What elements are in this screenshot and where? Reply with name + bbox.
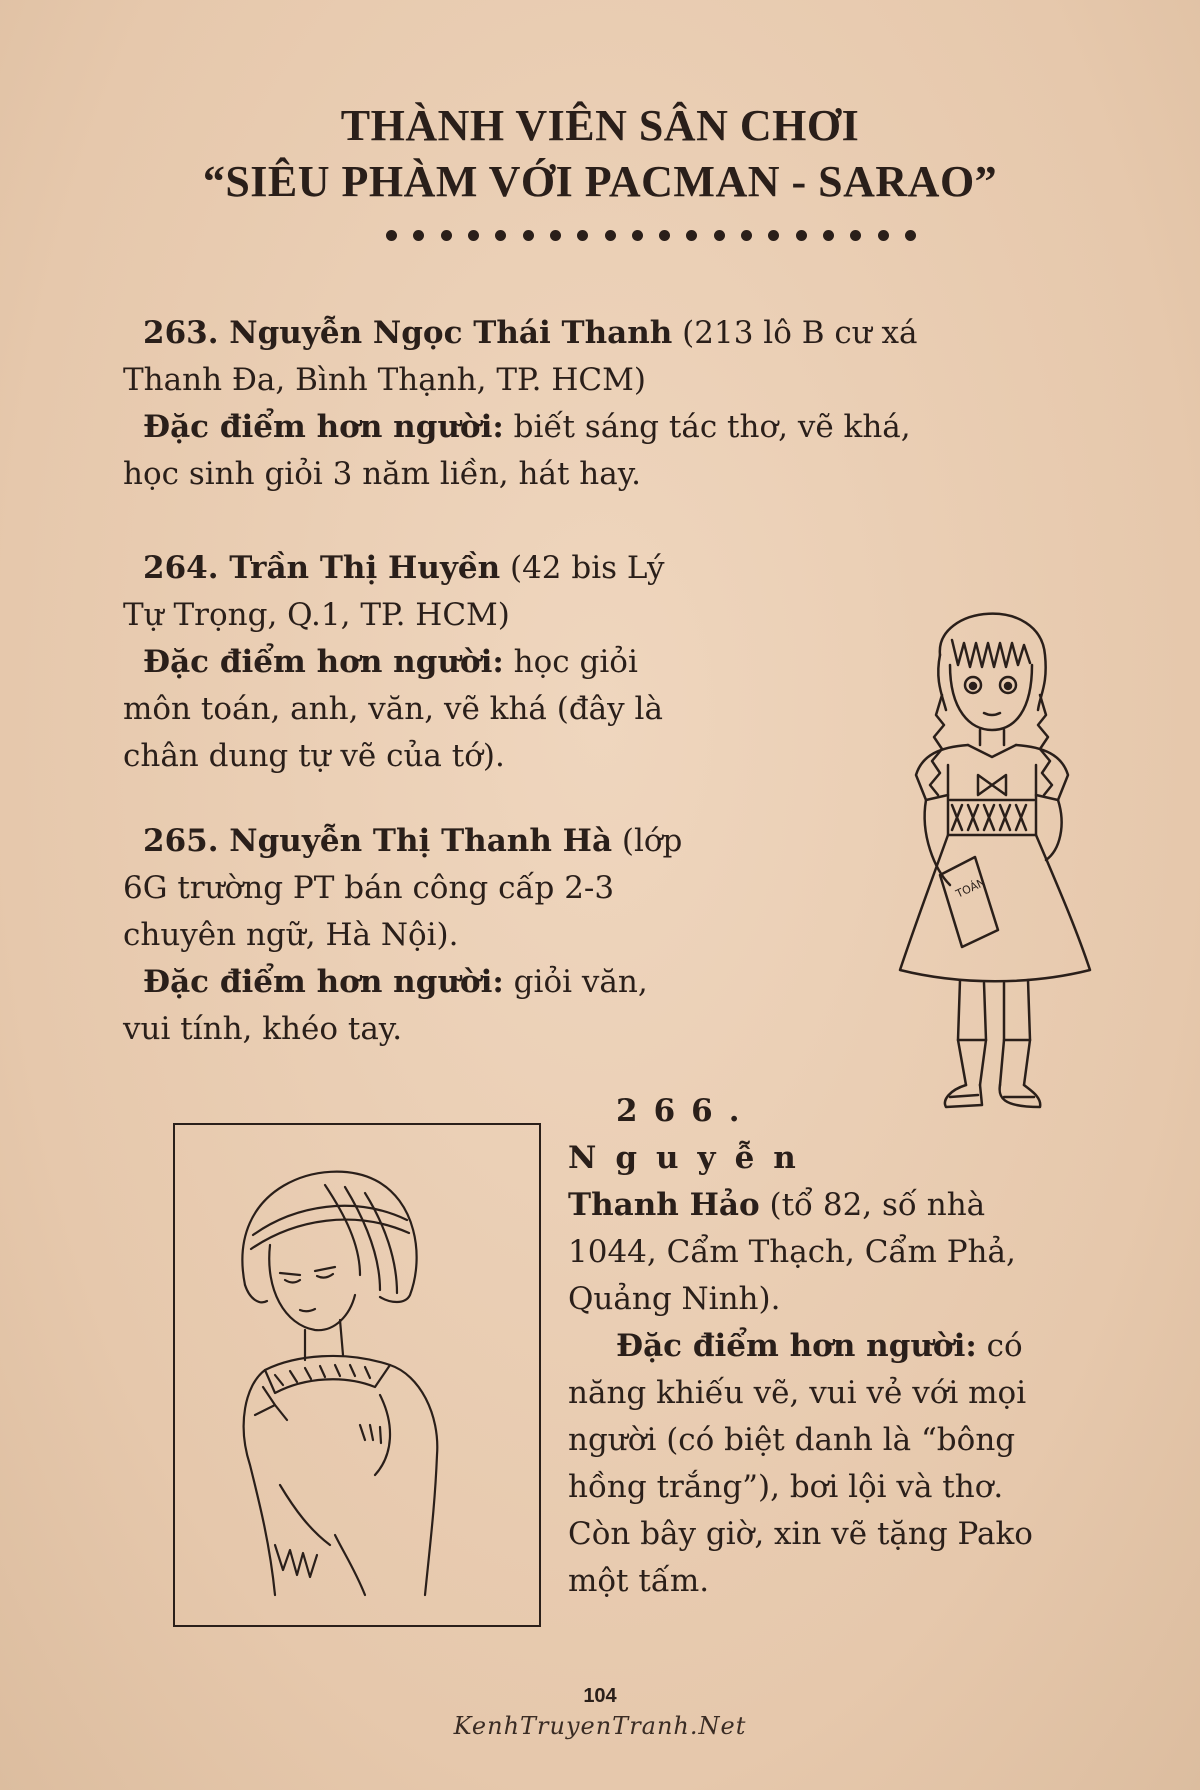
entry-heading: [143, 818, 823, 865]
entry-feature: [143, 404, 1119, 451]
girl-portrait-illustration: [175, 1125, 539, 1625]
divider-dot: [768, 230, 779, 241]
page-number: 104: [583, 1685, 617, 1707]
divider-dot: [468, 230, 479, 241]
divider-dot: [577, 230, 588, 241]
member-entry-266: [568, 1088, 1123, 1605]
divider-dot: [550, 230, 561, 241]
entry-number-name: 264. Trần Thị Huyền: [143, 550, 501, 586]
page-title-line2: “SIÊU PHÀM VỚI PACMAN - SARAO”: [202, 157, 998, 206]
entry-feature: [143, 639, 828, 686]
divider-dot: [441, 230, 452, 241]
member-entry-265: [123, 818, 823, 1053]
divider-dot: [850, 230, 861, 241]
entry-address: (tổ 82, số nhà: [759, 1187, 986, 1223]
divider-dot: [686, 230, 697, 241]
feature-text: học giỏi: [503, 644, 638, 680]
feature-text-line: Còn bây giờ, xin vẽ tặng Pako: [568, 1516, 1033, 1552]
entry-address-line: chuyên ngữ, Hà Nội).: [123, 917, 459, 953]
divider-dot: [413, 230, 424, 241]
entry-name: Nguyễn: [568, 1140, 815, 1176]
feature-text: giỏi văn,: [503, 964, 648, 1000]
feature-text: biết sáng tác thơ, vẽ khá,: [503, 409, 911, 445]
feature-label: Đặc điểm hơn người:: [616, 1328, 977, 1364]
entry-address-line: 6G trường PT bán công cấp 2-3: [123, 870, 615, 906]
portrait-frame: [173, 1123, 541, 1627]
feature-text: có: [976, 1328, 1023, 1364]
entry-number-name: 265. Nguyễn Thị Thanh Hà: [143, 823, 613, 859]
entry-address-line: Quảng Ninh).: [568, 1281, 781, 1317]
entry-address-line: 1044, Cẩm Thạch, Cẩm Phả,: [568, 1234, 1016, 1270]
feature-text-line: một tấm.: [568, 1563, 710, 1599]
entry-address: (42 bis Lý: [500, 550, 665, 586]
entry-address-line: Tự Trọng, Q.1, TP. HCM): [123, 597, 510, 633]
feature-text-line: chân dung tự vẽ của tớ).: [123, 738, 505, 774]
divider-dot: [495, 230, 506, 241]
entry-number-name: 263. Nguyễn Ngọc Thái Thanh: [143, 315, 673, 351]
feature-text-line: năng khiếu vẽ, vui vẻ với mọi: [568, 1375, 1027, 1411]
divider-dot: [796, 230, 807, 241]
divider-dot: [905, 230, 916, 241]
feature-text-line: môn toán, anh, văn, vẽ khá (đây là: [123, 691, 663, 727]
divider-dot: [605, 230, 616, 241]
feature-text-line: hồng trắng”), bơi lội và thơ.: [568, 1469, 1004, 1505]
watermark-text: KenhTruyenTranh.Net: [453, 1712, 747, 1740]
divider-dot: [823, 230, 834, 241]
entry-address-line: Thanh Đa, Bình Thạnh, TP. HCM): [123, 362, 646, 398]
member-entry-263: [123, 310, 1119, 498]
entry-feature: [143, 959, 823, 1006]
book-label: TOÁN: [953, 875, 988, 901]
member-entry-264: [123, 545, 828, 780]
feature-label: Đặc điểm hơn người:: [143, 964, 504, 1000]
divider-dot: [714, 230, 725, 241]
entry-address: (213 lô B cư xá: [672, 315, 918, 351]
title-dot-divider: [386, 230, 916, 241]
entry-feature: [616, 1323, 1123, 1370]
feature-label: Đặc điểm hơn người:: [143, 644, 504, 680]
feature-text-line: học sinh giỏi 3 năm liền, hát hay.: [123, 456, 641, 492]
divider-dot: [659, 230, 670, 241]
entry-address: (lớp: [612, 823, 683, 859]
feature-label: Đặc điểm hơn người:: [143, 409, 504, 445]
entry-number: 266.: [616, 1093, 756, 1129]
divider-dot: [632, 230, 643, 241]
entry-heading: [143, 310, 1119, 357]
entry-heading: [568, 1182, 1123, 1229]
divider-dot: [741, 230, 752, 241]
divider-dot: [523, 230, 534, 241]
feature-text-line: người (có biệt danh là “bông: [568, 1422, 1016, 1458]
feature-text-line: vui tính, khéo tay.: [123, 1011, 403, 1047]
entry-name: Thanh Hảo: [568, 1187, 760, 1223]
divider-dot: [386, 230, 397, 241]
page-title-line1: THÀNH VIÊN SÂN CHƠI: [340, 101, 860, 150]
divider-dot: [878, 230, 889, 241]
girl-drawing-illustration: [880, 585, 1110, 1125]
entry-heading: [143, 545, 828, 592]
